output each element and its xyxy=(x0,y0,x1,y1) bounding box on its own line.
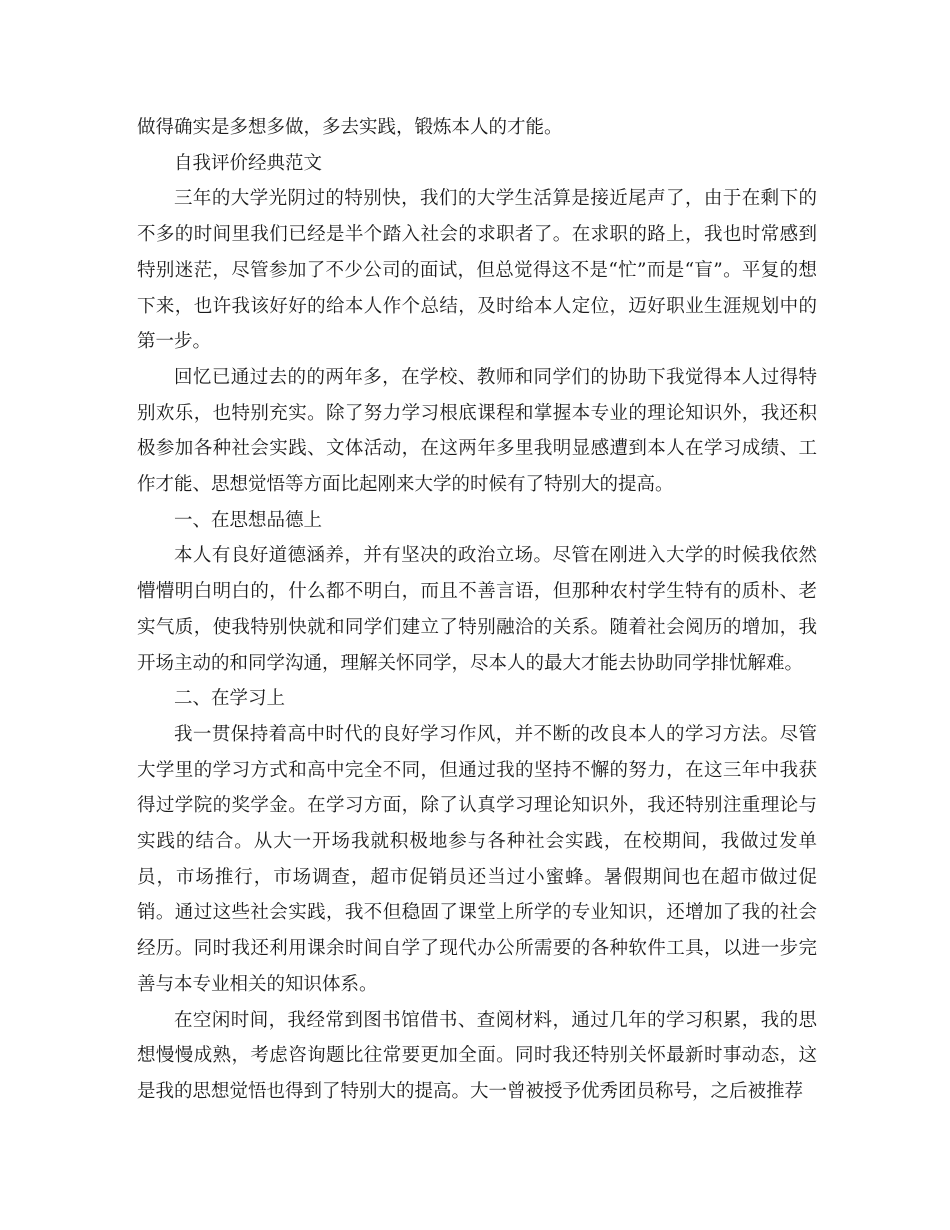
document-page xyxy=(137,110,817,1110)
paragraph-5: 我一贯保持着高中时代的良好学习作风，并不断的改良本人的学习方法。尽管大学里的学习方式和高中完全不同，但通过我的坚持不懈的努力，在这三年中我获得过学院的奖学金。在学习方面，除了认真学习理论知识外，我还特别注重理论与实践的结合。从大一开场我就积极地参与各种社会实践，在校期间，我做过发单员，市场推行，市场调查，超市促销员还当过小蜜蜂。暑假期间也在超市做过促销。通过这些社会实践，我不但稳固了课堂上所学的专业知识，还增加了我的社会经历。同时我还利用课余时间自学了现代办公所需要的各种软件工具，以进一步完善与本专业相关的知识体系。 xyxy=(137,723,817,995)
paragraph-4: 本人有良好道德涵养，并有坚决的政治立场。尽管在刚进入大学的时候我依然懵懵明白明白的，什么都不明白，而且不善言语，但那种农村学生特有的质朴、老实气质，使我特别快就和同学们建立了特别融洽的关系。随着社会阅历的增加，我开场主动的和同学沟通，理解关怀同学，尽本人的最大才能去协助同学排忧解难。 xyxy=(137,545,817,674)
heading-sample-title: 自我评价经典范文 xyxy=(174,152,323,174)
heading-ideology: 一、在思想品德上 xyxy=(174,509,323,531)
paragraph-1: 做得确实是多想多做，多去实践，锻炼本人的才能。 xyxy=(137,117,563,138)
paragraph-2: 三年的大学光阴过的特别快，我们的大学生活算是接近尾声了，由于在剩下的不多的时间里我们已经是半个踏入社会的求职者了。在求职的路上，我也时常感到特别迷茫，尽管参加了不少公司的面试，但总觉得这不是“忙”而是“盲”。平复的想下来，也许我该好好的给本人作个总结，及时给本人定位，迈好职业生涯规划中的第一步。 xyxy=(137,188,817,353)
heading-study: 二、在学习上 xyxy=(174,688,286,710)
paragraph-3: 回忆已通过去的的两年多，在学校、教师和同学们的协助下我觉得本人过得特别欢乐，也特别充实。除了努力学习根底课程和掌握本专业的理论知识外，我还积极参加各种社会实践、文体活动，在这两年多里我明显感遭到本人在学习成绩、工作才能、思想觉悟等方面比起刚来大学的时候有了特别大的提高。 xyxy=(137,366,817,496)
paragraph-6: 在空闲时间，我经常到图书馆借书、查阅材料，通过几年的学习积累，我的思想慢慢成熟，考虑咨询题比往常要更加全面。同时我还特别关怀最新时事动态，这是我的思想觉悟也得到了特别大的提高。大一曾被授予优秀团员称号，之后被推荐 xyxy=(137,1009,817,1102)
